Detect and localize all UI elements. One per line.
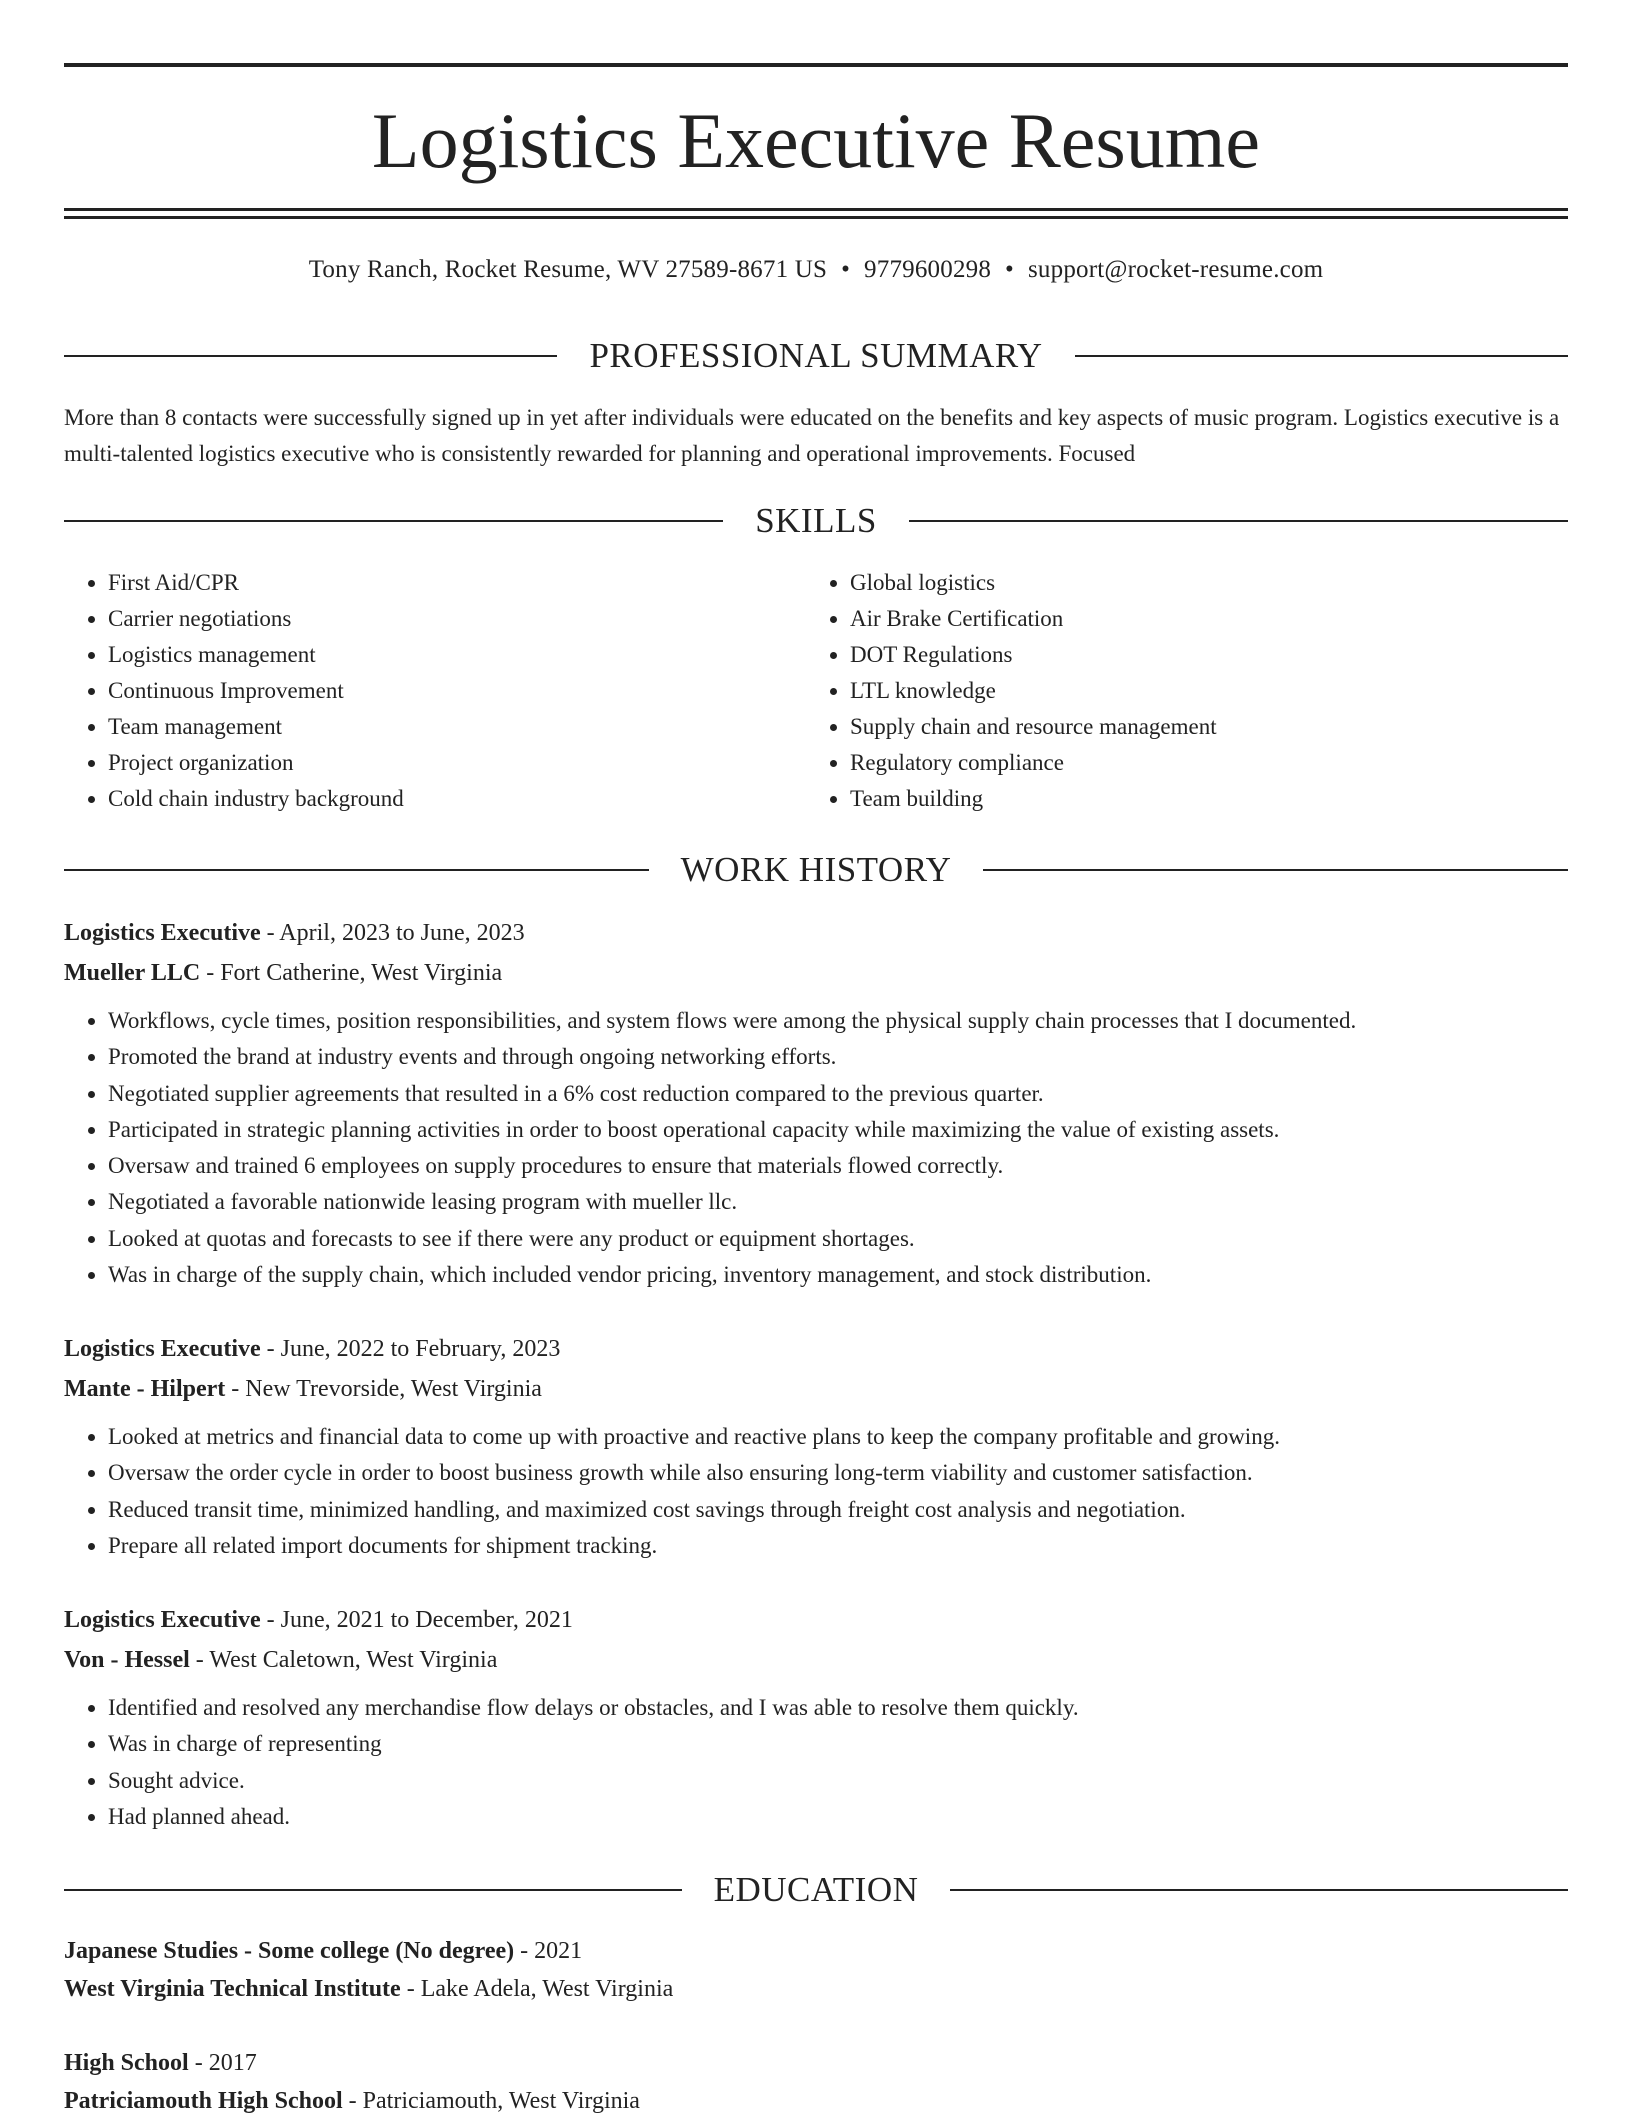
heading-rule [983,869,1568,871]
duty-item: • Looked at quotas and forecasts to see if there were any product or equipment shortages. [108,1221,1568,1257]
heading-label: PROFESSIONAL SUMMARY [589,336,1043,375]
heading-rule [64,355,557,357]
skill-item: • Cold chain industry background [108,781,806,817]
contact-email: support@rocket-resume.com [1028,256,1324,283]
skill-item: • Project organization [108,745,806,781]
education-year: - 2017 [188,2050,257,2076]
duty-item: • Negotiated a favorable nationwide leasing program with mueller llc. [108,1184,1568,1220]
heading-label: EDUCATION [713,1870,919,1909]
job-company: Mante - Hilpert [64,1376,226,1402]
header-double-rule-upper [64,208,1568,211]
duty-item: • Was in charge of the supply chain, which included vendor pricing, inventory management, and stock distribution. [108,1257,1568,1293]
job-company-line [64,953,1568,993]
heading-label: WORK HISTORY [680,850,952,889]
section-heading-work-history [64,847,1568,893]
education-school-line [64,2082,1568,2120]
skill-item: • First Aid/CPR [108,565,806,601]
education-degree-line [64,2044,1568,2082]
education-school-line [64,1970,1568,2008]
job-company-line [64,1369,1568,1409]
skill-item: • Continuous Improvement [108,673,806,709]
summary-text: More than 8 contacts were successfully signed up in yet after individuals were educated on the benefits and key aspects of music program. Logistics executive is a multi-talented logistics executive who is consistently rewarded for planning and operational improvements. Focused [64,405,1560,466]
job-company: Mueller LLC [64,960,201,986]
education-degree-line [64,1932,1568,1970]
education-location: - Lake Adela, West Virginia [400,1976,674,2002]
contact-separator: • [1005,256,1014,283]
skill-item: • Global logistics [850,565,1548,601]
job-entry [64,913,1568,1293]
duty-item: • Workflows, cycle times, position responsibilities, and system flows were among the physical supply chain processes that I documented. [108,1003,1568,1039]
skill-item: • Team management [108,709,806,745]
contact-address: Tony Ranch, Rocket Resume, WV 27589-8671 US [308,256,828,283]
contact-phone: 9779600298 [864,256,992,283]
section-heading-education [64,1867,1568,1913]
skill-item: • Air Brake Certification [850,601,1548,637]
job-company-line [64,1640,1568,1680]
skills-column-right [806,565,1548,817]
job-dates: - April, 2023 to June, 2023 [260,920,525,946]
section-heading-summary [64,333,1568,379]
education-year: - 2021 [514,1938,583,1964]
job-title-line [64,913,1568,953]
job-title: Logistics Executive [64,1336,261,1362]
job-company: Von - Hessel [64,1647,190,1673]
heading-rule [64,1889,682,1891]
education-school: Patriciamouth High School [64,2088,343,2114]
skill-item: • Carrier negotiations [108,601,806,637]
duty-item: • Negotiated supplier agreements that resulted in a 6% cost reduction compared to the previous quarter. [108,1076,1568,1112]
duty-item: • Sought advice. [108,1763,1568,1799]
job-title: Logistics Executive [64,1607,261,1633]
duty-item: • Participated in strategic planning activities in order to boost operational capacity while maximizing the value of existing assets. [108,1112,1568,1148]
job-entry [64,1329,1568,1564]
skill-item: • Logistics management [108,637,806,673]
job-duties [64,1003,1568,1293]
job-title-line [64,1600,1568,1640]
job-duties [64,1690,1568,1835]
heading-rule [1075,355,1568,357]
duty-item: • Had planned ahead. [108,1799,1568,1835]
resume-title: Logistics Executive Resume [371,97,1261,184]
duty-item: • Oversaw and trained 6 employees on supply procedures to ensure that materials flowed correctly. [108,1148,1568,1184]
job-entry [64,1600,1568,1835]
skill-item: • DOT Regulations [850,637,1548,673]
contact-line [64,253,1568,287]
skill-item: • Regulatory compliance [850,745,1548,781]
section-heading-skills [64,498,1568,544]
skills-column-left [64,565,806,817]
skill-item: • LTL knowledge [850,673,1548,709]
heading-rule [64,869,649,871]
job-duties [64,1419,1568,1564]
skills-list [64,565,1568,817]
duty-item: • Was in charge of representing [108,1726,1568,1762]
duty-item: • Reduced transit time, minimized handling, and maximized cost savings through freight cost analysis and negotiation. [108,1492,1568,1528]
education-school: West Virginia Technical Institute [64,1976,401,2002]
duty-item: • Oversaw the order cycle in order to boost business growth while also ensuring long-term viability and customer satisfaction. [108,1455,1568,1491]
duty-item: • Promoted the brand at industry events and through ongoing networking efforts. [108,1039,1568,1075]
education-degree: Japanese Studies - Some college (No degree) [64,1938,515,1964]
education-location: - Patriciamouth, West Virginia [342,2088,640,2114]
education-entry [64,2044,1568,2120]
education-entry [64,1932,1568,2008]
heading-rule [64,520,723,522]
header-double-rule-lower [64,216,1568,219]
job-location: - New Trevorside, West Virginia [225,1376,542,1402]
skill-item: • Supply chain and resource management [850,709,1548,745]
job-dates: - June, 2021 to December, 2021 [260,1607,573,1633]
contact-separator: • [841,256,851,283]
heading-rule [909,520,1568,522]
job-location: - West Caletown, West Virginia [189,1647,498,1673]
duty-item: • Looked at metrics and financial data to come up with proactive and reactive plans to keep the company profitable and growing. [108,1419,1568,1455]
duty-item: • Prepare all related import documents for shipment tracking. [108,1528,1568,1564]
job-title-line [64,1329,1568,1369]
heading-rule [950,1889,1568,1891]
duty-item: • Identified and resolved any merchandise flow delays or obstacles, and I was able to resolve them quickly. [108,1690,1568,1726]
job-dates: - June, 2022 to February, 2023 [260,1336,561,1362]
heading-label: SKILLS [755,501,877,540]
header-top-rule [64,63,1568,67]
skill-item: • Team building [850,781,1548,817]
education-degree: High School [64,2050,189,2076]
job-title: Logistics Executive [64,920,261,946]
job-location: - Fort Catherine, West Virginia [200,960,503,986]
